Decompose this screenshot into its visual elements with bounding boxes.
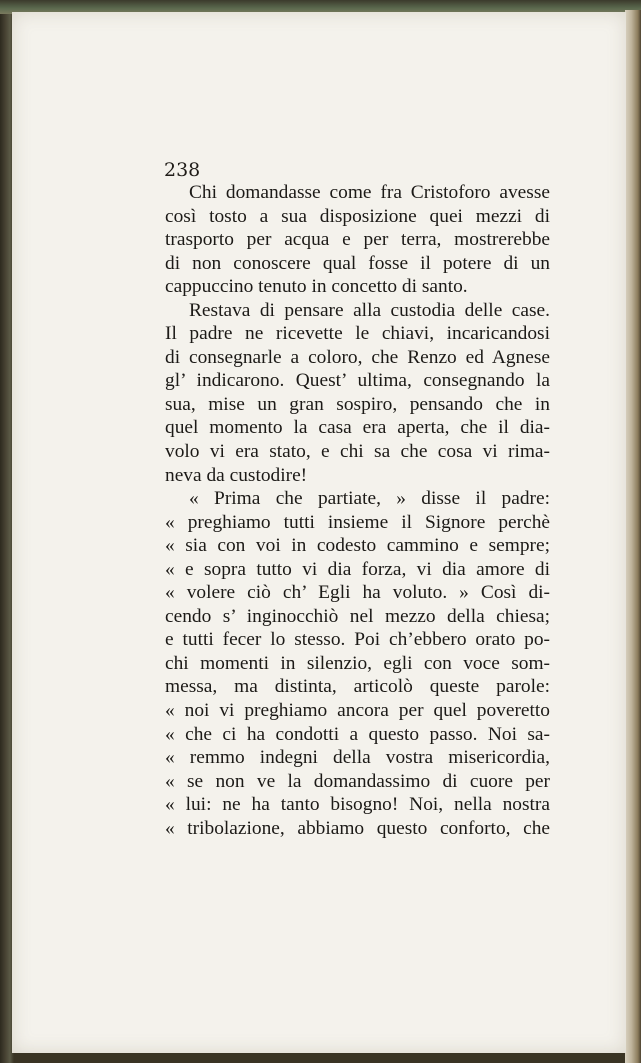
text-line: « noi vi preghiamo ancora per quel poveretto <box>165 700 550 722</box>
text-line: « volere ciò ch’ Egli ha voluto. » Così di- <box>165 582 550 604</box>
text-line: di non conoscere qual fosse il potere di un <box>165 252 550 274</box>
text-line: di consegnarle a coloro, che Renzo ed Agnese <box>165 346 550 368</box>
text-line: sua, mise un gran sospiro, pensando che in <box>165 393 550 415</box>
page-number: 238 <box>164 159 201 181</box>
text-line: trasporto per acqua e per terra, mostrerebbe <box>165 229 550 251</box>
body-text <box>165 181 550 840</box>
text-line: « se non ve la domandassimo di cuore per <box>165 770 550 792</box>
text-line: « tribolazione, abbiamo questo conforto, che <box>165 817 550 839</box>
text-line: chi momenti in silenzio, egli con voce som- <box>165 652 550 674</box>
text-line: quel momento la casa era aperta, che il dia- <box>165 417 550 439</box>
page-sheet <box>12 12 626 1053</box>
text-line: « e sopra tutto vi dia forza, vi dia amore di <box>165 558 550 580</box>
text-line: Il padre ne ricevette le chiavi, incaricandosi <box>165 323 550 345</box>
text-line: « lui: ne ha tanto bisogno! Noi, nella nostra <box>165 794 550 816</box>
text-line: neva da custodire! <box>165 464 308 486</box>
text-line: « Prima che partiate, » disse il padre: <box>189 488 550 510</box>
text-line: « preghiamo tutti insieme il Signore perchè <box>165 511 550 533</box>
text-line: messa, ma distinta, articolò queste parole: <box>165 676 550 698</box>
text-line: gl’ indicarono. Quest’ ultima, consegnando la <box>165 370 550 392</box>
text-line: e tutti fecer lo stesso. Poi ch’ebbero orato po- <box>165 629 550 651</box>
text-line: volo vi era stato, e chi sa che cosa vi rima- <box>165 441 550 463</box>
text-line: « remmo indegni della vostra misericordia, <box>165 747 550 769</box>
book-fore-edge <box>625 10 641 1063</box>
text-line: « che ci ha condotti a questo passo. Noi sa- <box>165 723 550 745</box>
text-line: così tosto a sua disposizione quei mezzi di <box>165 205 550 227</box>
text-line: Restava di pensare alla custodia delle case. <box>189 299 550 321</box>
text-line: cappuccino tenuto in concetto di santo. <box>165 276 468 298</box>
text-line: « sia con voi in codesto cammino e sempre; <box>165 535 550 557</box>
text-line: cendo s’ inginocchiò nel mezzo della chiesa; <box>165 605 550 627</box>
text-line: Chi domandasse come fra Cristoforo avesse <box>189 182 550 203</box>
